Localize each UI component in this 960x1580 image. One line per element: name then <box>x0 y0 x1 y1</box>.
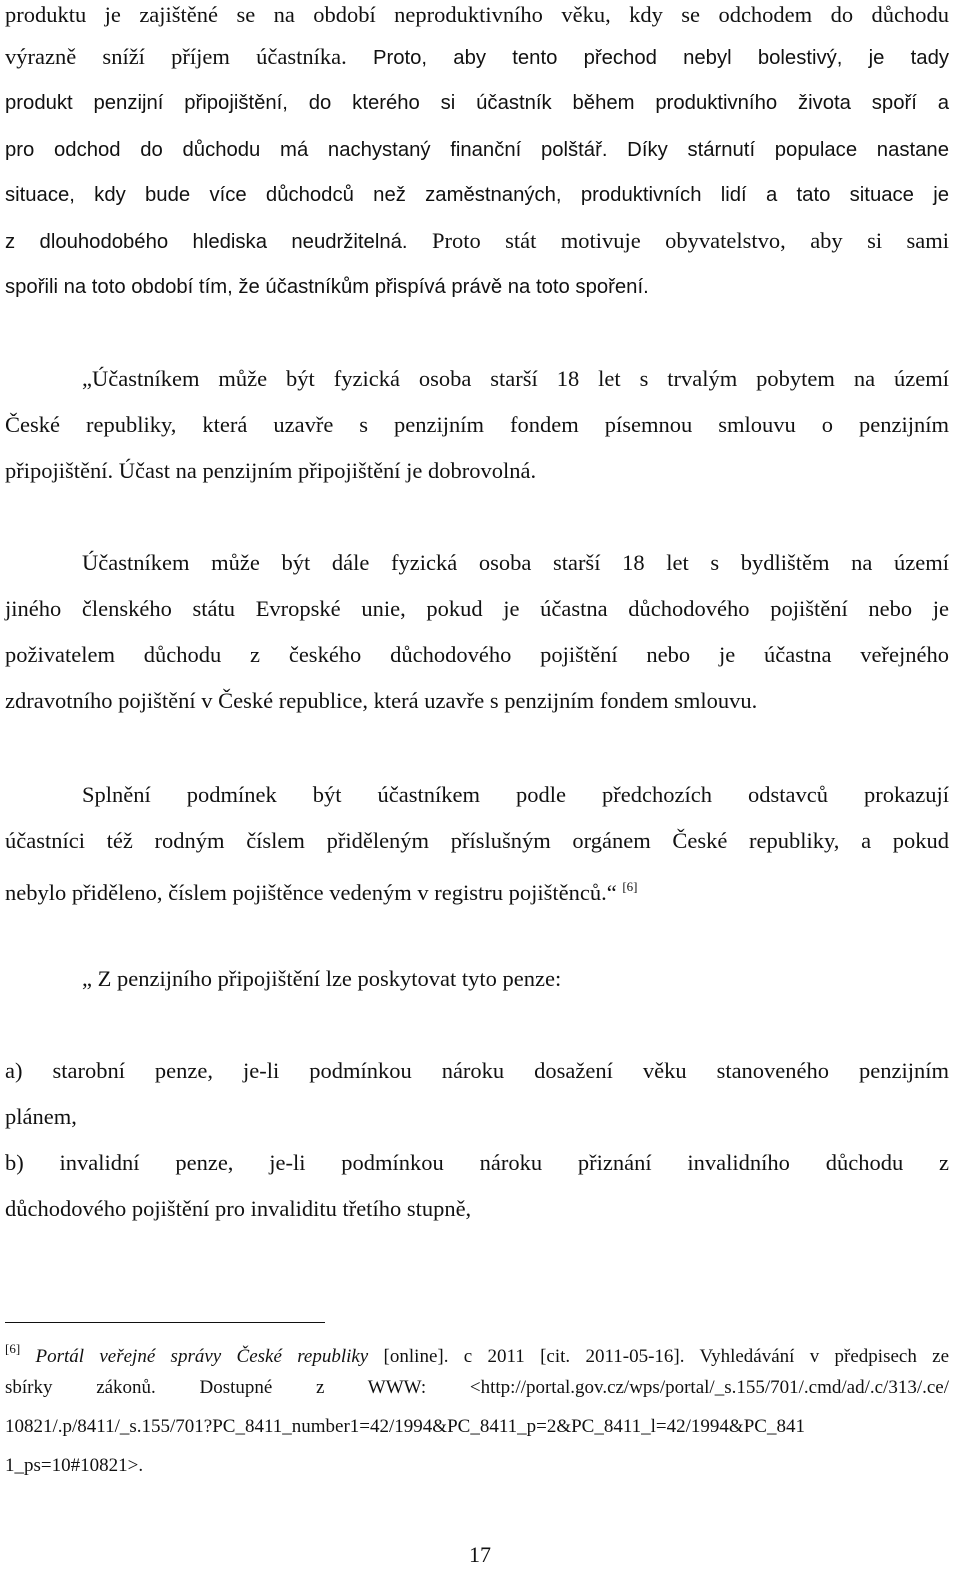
intro-line-1: produktu je zajištěné se na období neproduktivního věku, kdy se odchodem do důchodu <box>5 2 949 27</box>
item-b-line-2: důchodového pojištění pro invaliditu třetího stupně, <box>5 1196 472 1221</box>
quote1-line-3: připojištění. Účast na penzijním připojištění je dobrovolná. <box>5 458 537 483</box>
quote2-line-3: poživatelem důchodu z českého důchodového pojištění nebo je účastna veřejného <box>5 642 949 667</box>
quote2-line-4: zdravotního pojištění v České republice, která uzavře s penzijním fondem smlouvu. <box>5 688 758 713</box>
item-a-line-1: a) starobní penze, je-li podmínkou nároku dosažení věku stanoveného penzijním <box>5 1058 949 1083</box>
quote2-line-2: jiného členského státu Evropské unie, pokud je účastna důchodového pojištění nebo je <box>5 596 949 621</box>
intro-line-6: z dlouhodobého hlediska neudržitelná. Proto stát motivuje obyvatelstvo, aby si sami <box>5 228 949 253</box>
pension-intro: „ Z penzijního připojištění lze poskytovat tyto penze: <box>82 966 562 991</box>
footnote-rule <box>5 1322 325 1323</box>
intro-line-5: situace, kdy bude více důchodců než zaměstnaných, produktivních lidí a tato situace je <box>5 184 949 206</box>
footnote-title: Portál veřejné správy České republiky <box>35 1346 369 1367</box>
footnote-line-3: 10821/.p/8411/_s.155/701?PC_8411_number1=42/1994&PC_8411_p=2&PC_8411_l=42/1994&PC_841 <box>5 1416 805 1437</box>
page-number: 17 <box>469 1542 491 1567</box>
quote3-line-2: účastníci též rodným číslem přiděleným příslušným orgánem České republiky, a pokud <box>5 828 949 853</box>
citation-marker: [6] <box>622 879 638 894</box>
intro-line-3: produkt penzijní připojištění, do kterého si účastník během produktivního života spoří a <box>5 92 949 114</box>
quote3-line-1: Splnění podmínek být účastníkem podle předchozích odstavců prokazují <box>82 782 949 807</box>
quote1-line-1: „Účastníkem může být fyzická osoba starší 18 let s trvalým pobytem na území <box>82 366 949 391</box>
footnote-marker: [6] <box>5 1341 21 1356</box>
item-a-line-2: plánem, <box>5 1104 77 1129</box>
quote2-line-1: Účastníkem může být dále fyzická osoba starší 18 let s bydlištěm na území <box>82 550 949 575</box>
intro-line-4: pro odchod do důchodu má nachystaný finanční polštář. Díky stárnutí populace nastane <box>5 139 949 161</box>
quote1-line-2: České republiky, která uzavře s penzijním fondem písemnou smlouvu o penzijním <box>5 412 949 437</box>
intro-line-2: výrazně sníží příjem účastníka. Proto, aby tento přechod nebyl bolestivý, je tady <box>5 44 949 69</box>
footnote-line-2: sbírky zákonů. Dostupné z WWW: <http://portal.gov.cz/wps/portal/_s.155/701/.cmd/ad/.c/313/.ce/ <box>5 1377 949 1398</box>
footnote-line-1: [6] Portál veřejné správy České republiky [online]. c 2011 [cit. 2011-05-16]. Vyhledávání v předpisech ze <box>5 1341 950 1367</box>
intro-line-7: spořili na toto období tím, že účastníkům přispívá právě na toto spoření. <box>5 276 649 298</box>
item-b-line-1: b) invalidní penze, je-li podmínkou nároku přiznání invalidního důchodu z <box>5 1150 949 1175</box>
footnote-line-4: 1_ps=10#10821>. <box>5 1455 144 1476</box>
quote3-line-3: nebylo přiděleno, číslem pojištěnce vedeným v registru pojištěnců.“ [6] <box>5 879 638 905</box>
